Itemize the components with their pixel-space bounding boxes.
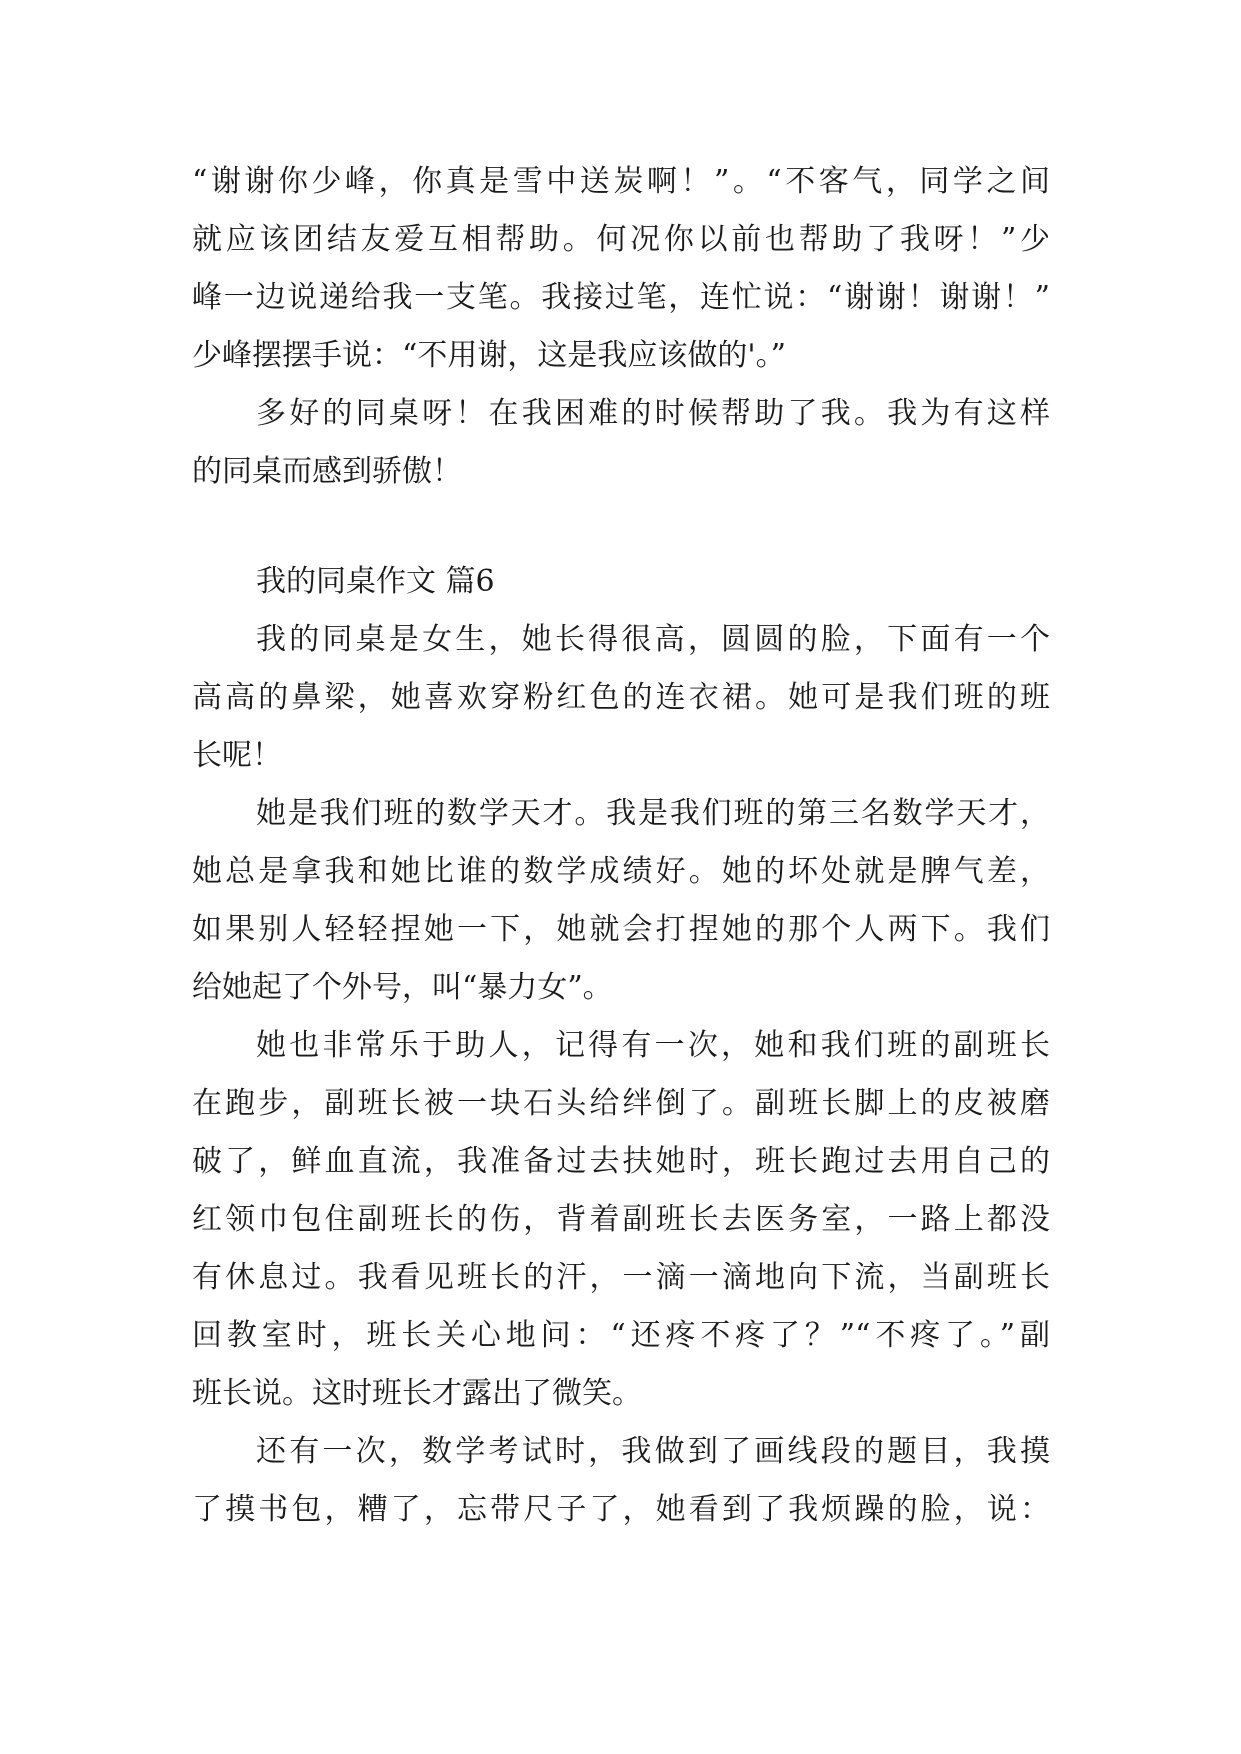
paragraph-5-line-1: 她也非常乐于助人，记得有一次，她和我们班的副班长: [256, 1028, 1050, 1063]
paragraph-2-line-1: 多好的同桌呀！在我困难的时候帮助了我。我为有这样: [256, 396, 1050, 431]
paragraph-1-line-1: “谢谢你少峰，你真是雪中送炭啊！”。“不客气，同学之间: [192, 164, 1050, 199]
paragraph-6: [192, 1423, 1050, 1539]
paragraph-1-line-4: 少峰摆摆手说：“不用谢，这是我应该做的'。”: [192, 338, 786, 373]
paragraph-4-line-3: 如果别人轻轻捏她一下，她就会打捏她的那个人两下。我们: [192, 912, 1050, 947]
paragraph-2-line-2: 的同桌而感到骄傲！: [192, 454, 462, 489]
paragraph-3-line-3: 长呢！: [192, 738, 282, 773]
paragraph-5-line-7: 班长说。这时班长才露出了微笑。: [192, 1376, 642, 1411]
paragraph-5: [192, 1017, 1050, 1423]
paragraph-1: [192, 153, 1050, 385]
paragraph-5-line-2: 在跑步，副班长被一块石头给绊倒了。副班长脚上的皮被磨: [192, 1086, 1050, 1121]
section-gap: [192, 501, 1050, 553]
document-page: [192, 153, 1050, 1539]
paragraph-5-line-3: 破了，鲜血直流，我准备过去扶她时，班长跑过去用自己的: [192, 1144, 1050, 1179]
paragraph-6-line-2: 了摸书包，糟了，忘带尺子了，她看到了我烦躁的脸，说：: [192, 1492, 1050, 1527]
paragraph-5-line-4: 红领巾包住副班长的伤，背着副班长去医务室，一路上都没: [192, 1202, 1050, 1237]
paragraph-3-line-1: 我的同桌是女生，她长得很高，圆圆的脸，下面有一个: [256, 622, 1050, 657]
paragraph-4-line-2: 她总是拿我和她比谁的数学成绩好。她的坏处就是脾气差，: [192, 854, 1050, 889]
paragraph-3-line-2: 高高的鼻梁，她喜欢穿粉红色的连衣裙。她可是我们班的班: [192, 680, 1050, 715]
section-heading: 我的同桌作文 篇6: [256, 564, 495, 599]
paragraph-1-line-3: 峰一边说递给我一支笔。我接过笔，连忙说：“谢谢！谢谢！”: [192, 280, 1050, 315]
paragraph-4: [192, 785, 1050, 1017]
paragraph-6-line-1: 还有一次，数学考试时，我做到了画线段的题目，我摸: [256, 1434, 1050, 1469]
paragraph-1-line-2: 就应该团结友爱互相帮助。何况你以前也帮助了我呀！”少: [192, 222, 1050, 257]
paragraph-2: [192, 385, 1050, 501]
paragraph-4-line-1: 她是我们班的数学天才。我是我们班的第三名数学天才，: [256, 796, 1050, 831]
paragraph-4-line-4: 给她起了个外号，叫“暴力女”。: [192, 970, 613, 1005]
paragraph-3: [192, 611, 1050, 785]
paragraph-5-line-5: 有休息过。我看见班长的汗，一滴一滴地向下流，当副班长: [192, 1260, 1050, 1295]
paragraph-5-line-6: 回教室时，班长关心地问：“还疼不疼了？”“不疼了。”副: [192, 1318, 1050, 1353]
